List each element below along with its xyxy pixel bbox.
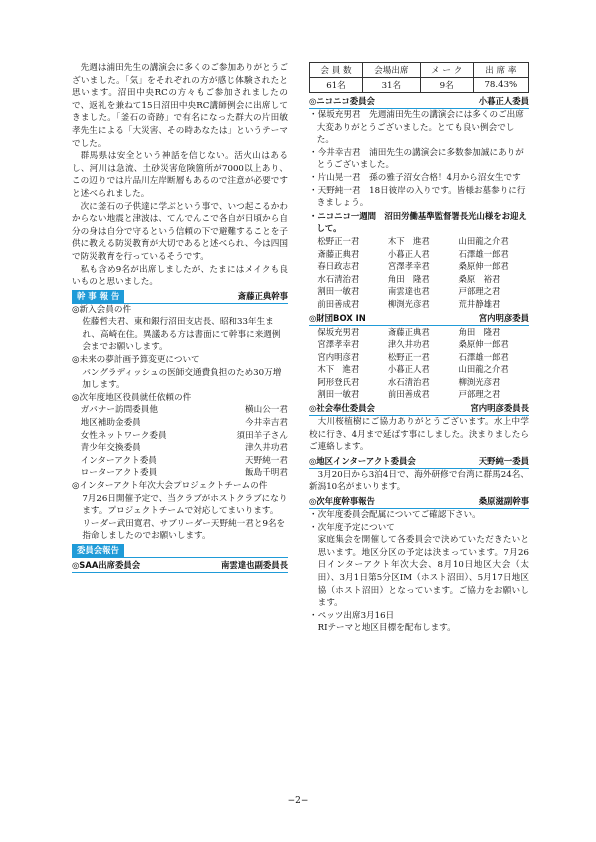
niko-item: ・天野純一君 18日彼岸の入りです。皆様お墓参りに行きましょう。	[309, 185, 526, 209]
attendance-header: 出 席 率	[473, 63, 528, 78]
member-name: 津久井功君	[387, 339, 430, 350]
saa-committee-header	[72, 559, 288, 573]
member-name: 前田善成君	[317, 298, 360, 309]
kanji-report-name: 斎藤正典幹事	[237, 290, 288, 301]
member-name: 柳渕光彦君	[458, 376, 501, 387]
committee-report-header	[72, 544, 288, 558]
future-plan-title: ◎未来の夢計画予算変更について	[72, 355, 200, 366]
page-number: −2−	[287, 796, 309, 806]
next-year-item-2: ・次年度予定について	[309, 522, 395, 533]
next-year-item-3-text: RIテーマと地区目標を配布します。	[317, 623, 456, 634]
interact-project-title: ◎インターアクト年次大会プロジェクトチームの件	[72, 481, 268, 491]
member-name: 松野正一君	[317, 235, 360, 246]
attendance-value: 9名	[420, 78, 473, 93]
zaidan-box-name: 宮内明彦委員	[478, 312, 529, 323]
niko-committee-title: ◎ニコニコ委員会	[309, 96, 375, 106]
member-name: 角田 隆君	[458, 326, 501, 337]
interact-project-text-1: 7月26日開催予定で、当クラブがホストクラブになります。プロジェクトチームで対応してまいります。	[82, 493, 288, 517]
attendance-value: 78.43%	[473, 78, 528, 93]
member-name: 水石清治君	[317, 273, 360, 284]
attendance-value-row	[310, 78, 529, 93]
attendance-header-row	[310, 63, 529, 78]
shakai-committee-header	[309, 402, 529, 416]
officer-row: ローターアクト委員 飯島千明君	[80, 468, 288, 479]
committee-report-tag: 委員会報告	[72, 544, 124, 557]
shakai-committee-name: 宮内明彦委員長	[470, 403, 529, 414]
member-name: 荒井静雄君	[458, 298, 501, 309]
intro-paragraph-3: 次に釜石の子供達に学ぶという事で、いつ起こるかわからない地震と津波は、てんでんこで各自が日頃から自分の身は自分で守るという信頼の下で避難することを子供に教える防災教育が大切であると述べられ、今は四国で防災教育を行っているそうです。	[72, 201, 288, 262]
zaidan-box-title: ◎財団BOX IN	[309, 312, 366, 323]
saa-committee-title: ◎SAA出席委員会	[72, 559, 141, 570]
member-name: 木下 進君	[387, 235, 430, 246]
intro-paragraph-2: 群馬県は安全という神話を信じない。活火山はあるし、河川は急流、土砂災害危険箇所が7000以上あり、この辺りでは片品川左岸断層もあるので注意が必要ですと述べられました。	[72, 151, 288, 199]
chiku-interact-text: 3月20日から3泊4日で、海外研修で台湾に群馬24名、新潟10名がまいります。	[309, 469, 529, 493]
niko-week-names	[309, 235, 529, 311]
member-name: 春日政志君	[317, 261, 360, 272]
officers-list	[72, 404, 288, 480]
intro-paragraph-1: 先週は浦田先生の講演会に多くのご参加ありがとうございました。「気」をそれぞれの方が感じ体験されたと思います。沼田中央RCの方々もご参加されましたので、返礼を兼ねて15日沼田中央RC講師例会に出席してきました。「釜石の奇跡」で有名になった群大の片田敏孝先生による「大災害、その時あなたは」というテーマでした。	[72, 63, 288, 149]
future-plan-text: バングラディッシュの医師交通費負担のため30万増加します。	[82, 367, 282, 391]
member-name: 桑原伸一郎君	[458, 261, 509, 272]
officer-row: ガバナー訪問委員他 横山公一君	[80, 405, 288, 416]
officer-row: 女性ネットワーク委員 須田羊子さん	[80, 430, 288, 441]
left-column	[72, 62, 288, 573]
attendance-header: 会 員 数	[310, 63, 363, 78]
member-name: 割田一敏君	[317, 389, 360, 400]
niko-item: ・保坂充男君 先週浦田先生の講演会には多くのご出席大変ありがとうございました。とても良い例会でした。	[309, 110, 524, 146]
new-member-text: 佐藤哲夫君、東和銀行沼田支店長、昭和33年生まれ、高崎在住。異議ある方は書面にて幹事に来週例会までお願いします。	[82, 317, 281, 353]
chiku-interact-name: 天野純一委員	[478, 455, 529, 466]
member-name: 柳渕光彦君	[387, 298, 430, 309]
member-name: 宮澤孝幸君	[387, 261, 430, 272]
officers-title: ◎次年度地区役員就任依頼の件	[72, 392, 192, 403]
member-name: 阿形登氏君	[317, 376, 360, 387]
zaidan-box-header	[309, 312, 529, 326]
officer-row: 地区補助金委員 今井幸吉君	[80, 418, 288, 429]
kanji-report-tag: 幹 事 報 告	[72, 290, 124, 303]
member-name: 戸部理之君	[458, 286, 501, 297]
next-year-item-3: ・ペッツ出席3月16日	[309, 610, 395, 621]
member-name: 小暮正人君	[387, 364, 430, 375]
member-name: 桑原 裕君	[458, 273, 501, 284]
attendance-value: 61名	[310, 78, 363, 93]
member-name: 割田一敏君	[317, 286, 360, 297]
niko-item: ・片山晃一君 孫の雅子沼女合格！4月から沼女生です	[309, 172, 521, 183]
member-name: 山田龍之介君	[458, 364, 509, 375]
member-name: 保坂充男君	[317, 326, 360, 337]
kanji-report-header	[72, 290, 288, 304]
next-year-report-header	[309, 495, 529, 509]
member-name: 前田善成君	[387, 389, 430, 400]
shakai-committee-title: ◎社会奉仕委員会	[309, 403, 375, 414]
zaidan-box-names	[309, 326, 529, 402]
member-name: 水石清治君	[387, 376, 430, 387]
niko-committee-name: 小暮正人委員	[478, 96, 529, 106]
attendance-header: 会場出席	[363, 63, 421, 78]
member-name: 宮内明彦君	[317, 351, 360, 362]
intro-paragraph-4: 私も含め9名が出席しましたが、たまにはメイクも良いものと思いました。	[72, 264, 288, 288]
member-name: 木下 進君	[317, 364, 360, 375]
member-name: 宮澤孝幸君	[317, 339, 360, 350]
niko-item: ・今井幸吉君 浦田先生の講演会に多数参加誠にありがとうございました。	[309, 147, 524, 171]
member-name: 山田龍之介君	[458, 235, 509, 246]
niko-week-title: ・ニコニコ一週間 沼田労働基準監督署長光山様をお迎えして。	[309, 210, 527, 234]
chiku-interact-header	[309, 455, 529, 469]
attendance-header: メ ー ク	[420, 63, 473, 78]
member-name: 桑原伸一郎君	[458, 339, 509, 350]
member-name: 石澤雄一郎君	[458, 248, 509, 259]
member-name: 戸部理之君	[458, 389, 501, 400]
officer-row: 青少年交換委員 津久井功君	[80, 443, 288, 454]
niko-committee-header	[309, 95, 529, 109]
next-year-item-2-text: 家庭集会を開催して各委員会で決めていただきたいと思います。地区分区の予定は決まっています。7月26日インターアクト年次大会、8月10日地区大会（太田）、3月1日第5分区IM（ホスト沼田）、5月17日地区協（ホスト沼田）となっています。ご協力をお願いします。	[317, 535, 529, 609]
member-name: 斎藤正典君	[387, 326, 430, 337]
member-name: 角田 隆君	[387, 273, 430, 284]
attendance-table	[309, 62, 529, 93]
member-name: 南雲達也君	[387, 286, 430, 297]
officer-row: インターアクト委員 天野純一君	[80, 455, 288, 466]
next-year-report-title: ◎次年度幹事報告	[309, 496, 375, 507]
attendance-value: 31名	[363, 78, 421, 93]
saa-committee-name: 南雲達也副委員長	[221, 559, 288, 570]
interact-project-text-2: リーダー武田寛君、サブリーダー天野純一君と9名を指命しましたのでお願いします。	[82, 518, 286, 542]
chiku-interact-title: ◎地区インターアクト委員会	[309, 455, 416, 466]
new-member-title: ◎新入会員の件	[72, 304, 132, 315]
shakai-committee-text: 大川桜植樹にご協力ありがとうございます。水上中学校に行き、4月まで延ばす事にしました。決まりましたらご連絡します。	[309, 417, 529, 453]
member-name: 斎藤正典君	[317, 248, 360, 259]
member-name: 小暮正人君	[387, 248, 430, 259]
member-name: 松野正一君	[387, 351, 430, 362]
next-year-report-name: 桑原滋副幹事	[478, 496, 529, 507]
member-name: 石澤雄一郎君	[458, 351, 509, 362]
right-column	[309, 62, 529, 635]
next-year-item-1: ・次年度委員会配属についてご確認下さい。	[309, 510, 481, 521]
